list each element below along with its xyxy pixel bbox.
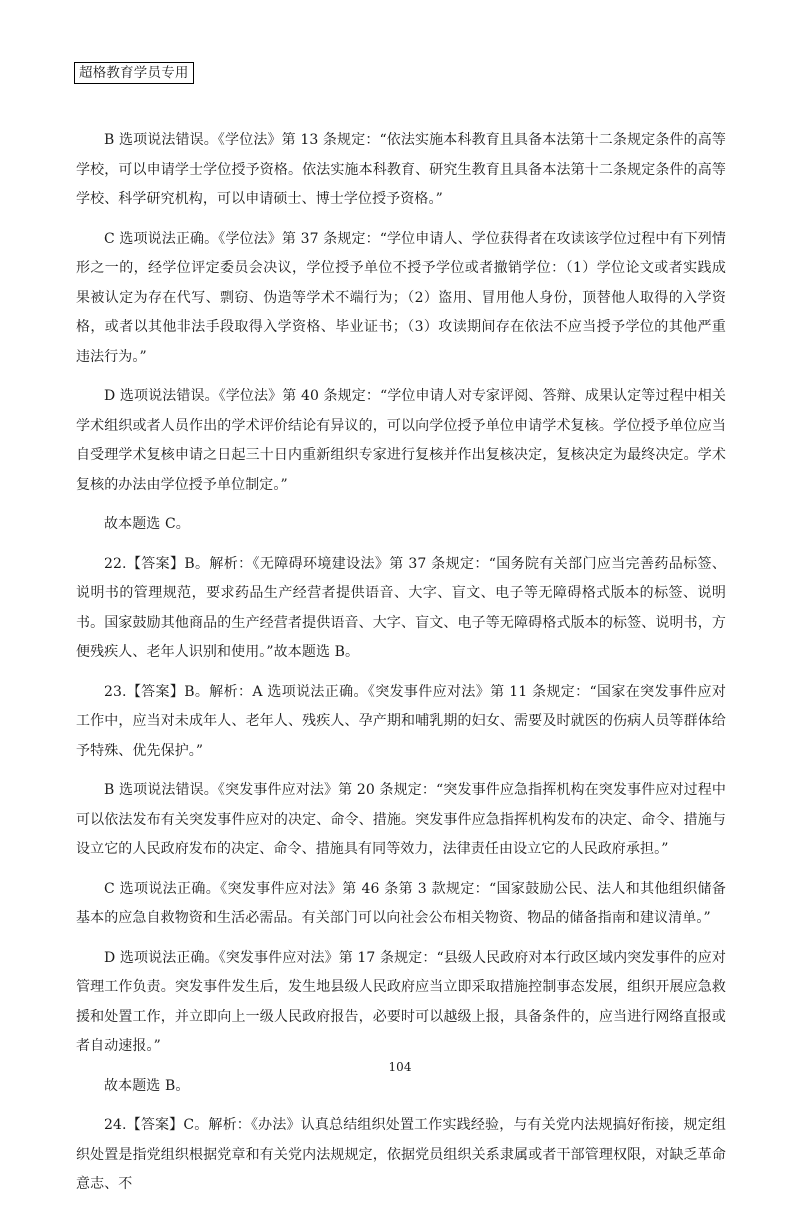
- paragraph-q23-c-option: C 选项说法正确。《突发事件应对法》第 46 条第 3 款规定：“国家鼓励公民、法人和其他组织储备基本的应急自救物资和生活必需品。有关部门可以向社会公布相关物资、物品的储备指南和建议清单。”: [76, 880, 726, 926]
- paragraph-c-option-q21: C 选项说法正确。《学位法》第 37 条规定：“学位申请人、学位获得者在攻读该学位过程中有下列情形之一的，经学位评定委员会决议，学位授予单位不授予学位或者撤销学位：（1）学位论文或者实践成果被认定为存在代写、剽窃、伪造等学术不端行为；（2）盗用、冒用他人身份，顶替他人取得的入学资格，或者以其他非法手段取得入学资格、毕业证书；（3）攻读期间存在依法不应当授予学位的其他严重违法行为。”: [76, 230, 726, 365]
- paragraph-q22: 22.【答案】B。解析：《无障碍环境建设法》第 37 条规定：“国务院有关部门应当完善药品标签、说明书的管理规范，要求药品生产经营者提供语音、大字、盲文、电子等无障碍格式版本的标签、说明书。国家鼓励其他商品的生产经营者提供语音、大字、盲文、电子等无障碍格式版本的标签、说明书，方便残疾人、老年人识别和使用。”故本题选 B。: [76, 555, 726, 660]
- paragraph-q23-a-option: 23.【答案】B。解析：A 选项说法正确。《突发事件应对法》第 11 条规定：“国家在突发事件应对工作中，应当对未成年人、老年人、残疾人、孕产期和哺乳期的妇女、需要及时就医的伤病人员等群体给予特殊、优先保护。”: [76, 683, 726, 759]
- paragraph-q23-d-option: D 选项说法正确。《突发事件应对法》第 17 条规定：“县级人民政府对本行政区域内突发事件的应对管理工作负责。突发事件发生后，发生地县级人民政府应当立即采取措施控制事态发展，组织开展应急救援和处置工作，并立即向上一级人民政府报告，必要时可以越级上报，具备条件的，应当进行网络直报或者自动速报。”: [76, 949, 726, 1054]
- header-tag: 超格教育学员专用: [74, 62, 194, 84]
- paragraph-q23-b-option: B 选项说法错误。《突发事件应对法》第 20 条规定：“突发事件应急指挥机构在突发事件应对过程中可以依法发布有关突发事件应对的决定、命令、措施。突发事件应急指挥机构发布的决定、命令、措施与设立它的人民政府发布的决定、命令、措施具有同等效力，法律责任由设立它的人民政府承担。”: [76, 782, 726, 857]
- paragraph-b-option-q21: B 选项说法错误。《学位法》第 13 条规定：“依法实施本科教育且具备本法第十二条规定条件的高等学校，可以申请学士学位授予资格。依法实施本科教育、研究生教育且具备本法第十二条规定条件的高等学校、科学研究机构，可以申请硕士、博士学位授予资格。”: [76, 132, 726, 207]
- paragraph-answer-q21: 故本题选 C。: [104, 516, 190, 532]
- paragraph-q24: 24.【答案】C。解析：《办法》认真总结组织处置工作实践经验，与有关党内法规搞好衔接，规定组织处置是指党组织根据党章和有关党内法规规定，依据党员组织关系隶属或者干部管理权限，对缺乏革命意志、不: [76, 1117, 726, 1192]
- paragraph-answer-q23: 故本题选 B。: [104, 1077, 190, 1094]
- paragraph-d-option-q21: D 选项说法错误。《学位法》第 40 条规定：“学位申请人对专家评阅、答辩、成果认定等过程中相关学术组织或者人员作出的学术评价结论有异议的，可以向学位授予单位申请学术复核。学位授予单位应当自受理学术复核申请之日起三十日内重新组织专家进行复核并作出复核决定，复核决定为最终决定。学术复核的办法由学位授予单位制定。”: [76, 388, 726, 493]
- document-body: [76, 126, 726, 1210]
- page-number: 104: [388, 1060, 412, 1074]
